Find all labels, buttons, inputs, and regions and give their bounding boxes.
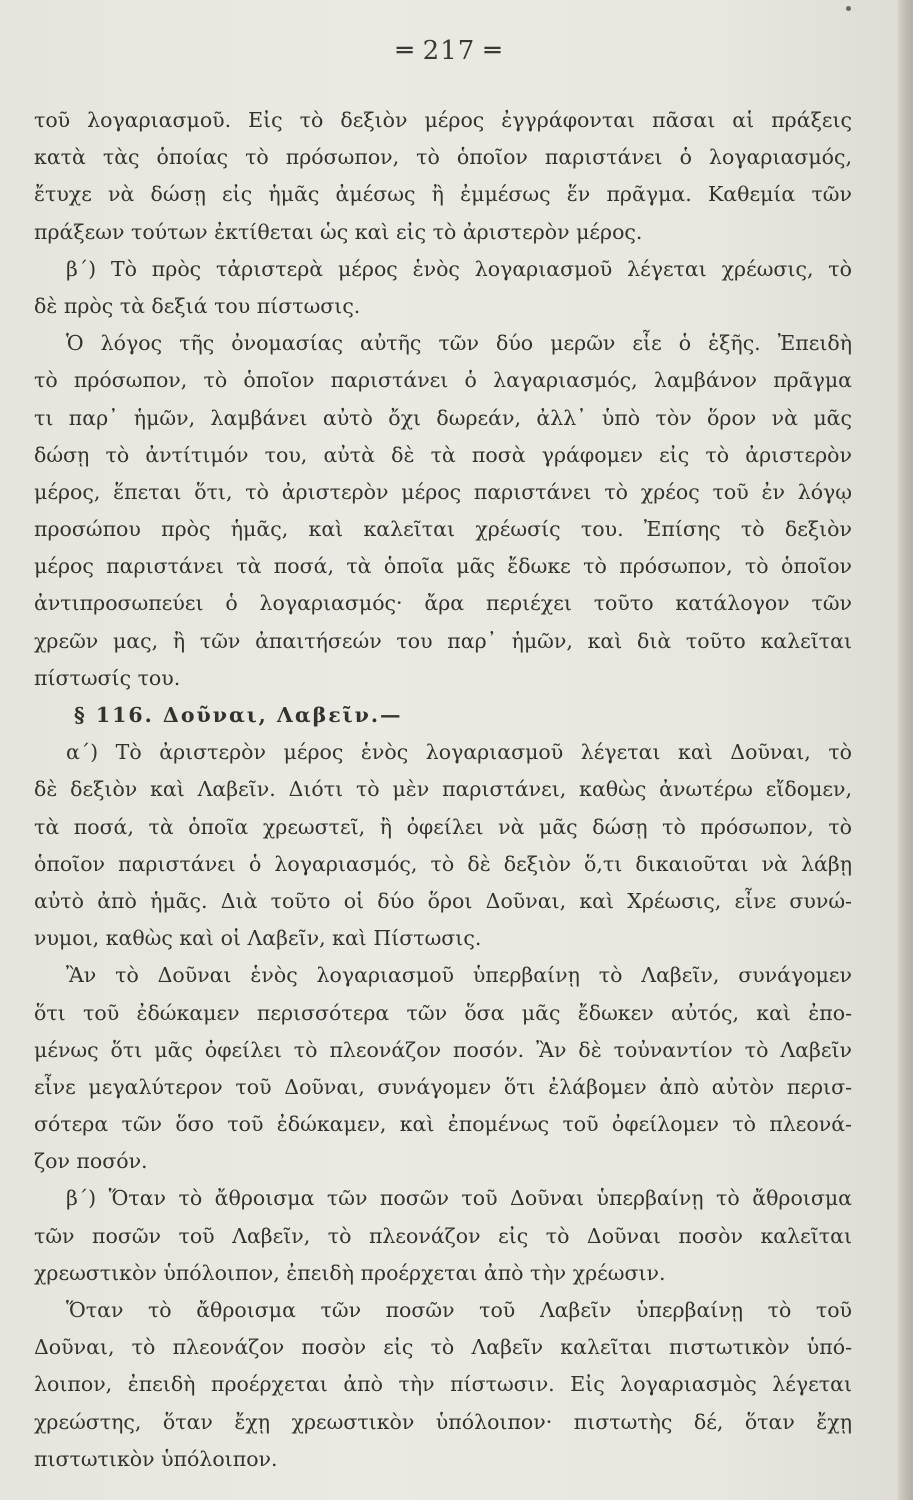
text-line: εἶνε μεγαλύτερον τοῦ Δοῦναι, συνάγομεν ὅτι ἐλάβομεν ἀπὸ αὐτὸν περισ- [34, 1074, 852, 1099]
text-line: λοιπον, ἐπειδὴ προέρχεται ἀπὸ τὴν πίστωσιν. Εἰς λογαριασμὸς λέγεται [34, 1372, 852, 1397]
text-line: προσώπου πρὸς ἡμᾶς, καὶ καλεῖται χρέωσίς του. Ἐπίσης τὸ δεξιὸν [34, 517, 852, 542]
text-line: πράξεων τούτων ἐκτίθεται ὡς καὶ εἰς τὸ ἀριστερὸν μέρος. [34, 219, 643, 244]
text-line: ὁποῖον παριστάνει ὁ λογαριασμός, τὸ δὲ δεξιὸν ὅ,τι δικαιοῦται νὰ λάβῃ [34, 851, 852, 876]
text-line: τῶν ποσῶν τοῦ Λαβεῖν, τὸ πλεονάζον εἰς τὸ Δοῦναι ποσὸν καλεῖται [34, 1223, 852, 1248]
text-line: ἀντιπροσωπεύει ὁ λογαριασμός· ἄρα περιέχει τοῦτο κατάλογον τῶν [34, 591, 852, 616]
text-line: Ὅταν τὸ ἄθροισμα τῶν ποσῶν τοῦ Λαβεῖν ὑπερβαίνῃ τὸ τοῦ [66, 1298, 852, 1322]
text-line: τοῦ λογαριασμοῦ. Εἰς τὸ δεξιὸν μέρος ἐγγράφονται πᾶσαι αἱ πράξεις [34, 108, 852, 132]
page-number: ═ 217 ═ [396, 36, 502, 66]
section-heading: § 116. Δοῦναι, Λαβεῖν.— [74, 703, 403, 727]
text-line: σότερα τῶν ὅσο τοῦ ἐδώκαμεν, καὶ ἐπομένως τοῦ ὀφείλομεν τὸ πλεονά- [34, 1112, 852, 1137]
text-line: τὸ πρόσωπον, τὸ ὁποῖον παριστάνει ὁ λαγαριασμός, λαμβάνον πρᾶγμα [34, 368, 852, 393]
text-line: νυμοι, καθὼς καὶ οἱ Λαβεῖν, καὶ Πίστωσις. [34, 926, 482, 951]
text-line: χρεώστης, ὅταν ἔχῃ χρεωστικὸν ὑπόλοιπον· πιστωτὴς δέ, ὅταν ἔχῃ [34, 1409, 852, 1434]
text-line: αὐτὸ ἀπὸ ἡμᾶς. Διὰ τοῦτο οἱ δύο ὅροι Δοῦναι, καὶ Χρέωσις, εἶνε συνώ- [34, 888, 852, 913]
ink-speck [846, 6, 851, 11]
text-line: δώσῃ τὸ ἀντίτιμόν του, αὐτὰ δὲ τὰ ποσὰ γράφομεν εἰς τὸ ἀριστερὸν [34, 442, 852, 467]
text-line: δὲ πρὸς τὰ δεξιά του πίστωσις. [34, 293, 361, 318]
text-line: β΄) Τὸ πρὸς τἀριστερὰ μέρος ἑνὸς λογαριασμοῦ λέγεται χρέωσις, τὸ [66, 256, 852, 281]
text-line: μέρος, ἕπεται ὅτι, τὸ ἀριστερὸν μέρος παριστάνει τὸ χρέος τοῦ ἐν λόγῳ [34, 479, 852, 504]
text-line: α΄) Τὸ ἀριστερὸν μέρος ἑνὸς λογαριασμοῦ λέγεται καὶ Δοῦναι, τὸ [66, 740, 852, 765]
text-line: μένως ὅτι μᾶς ὀφείλει τὸ πλεονάζον ποσόν. Ἂν δὲ τοὐναντίον τὸ Λαβεῖν [34, 1037, 852, 1062]
text-line: πίστωσίς του. [34, 665, 181, 690]
text-line: ὅτι τοῦ ἐδώκαμεν περισσότερα τῶν ὅσα μᾶς ἔδωκεν αὐτός, καὶ ἐπο- [34, 1000, 852, 1025]
page-edge-shadow [898, 0, 913, 1500]
text-line: ἔτυχε νὰ δώσῃ εἰς ἡμᾶς ἀμέσως ἢ ἐμμέσως ἕν πρᾶγμα. Καθεμία τῶν [34, 182, 852, 207]
text-line: Ὁ λόγος τῆς ὀνομασίας αὐτῆς τῶν δύο μερῶν εἶε ὁ ἑξῆς. Ἐπειδὴ [66, 331, 852, 356]
text-line: Ἂν τὸ Δοῦναι ἑνὸς λογαριασμοῦ ὑπερβαίνῃ τὸ Λαβεῖν, συνάγομεν [66, 963, 852, 988]
page-text-body [34, 102, 852, 1478]
text-line: Δοῦναι, τὸ πλεονάζον ποσὸν εἰς τὸ Λαβεῖν καλεῖται πιστωτικὸν ὑπό- [34, 1335, 852, 1360]
text-line: μέρος παριστάνει τὰ ποσά, τὰ ὁποῖα μᾶς ἔδωκε τὸ πρόσωπον, τὸ ὁποῖον [34, 554, 852, 579]
text-line: ζον ποσόν. [34, 1149, 148, 1174]
text-line: δὲ δεξιὸν καὶ Λαβεῖν. Διότι τὸ μὲν παριστάνει, καθὼς ἀνωτέρω εἴδομεν, [34, 777, 852, 802]
text-line: χρεωστικὸν ὑπόλοιπον, ἐπειδὴ προέρχεται ἀπὸ τὴν χρέωσιν. [34, 1260, 666, 1285]
text-line: τι παρ᾽ ἡμῶν, λαμβάνει αὐτὸ ὄχι δωρεάν, ἀλλ᾽ ὑπὸ τὸν ὅρον νὰ μᾶς [34, 405, 852, 430]
text-line: πιστωτικὸν ὑπόλοιπον. [34, 1446, 278, 1471]
text-line: β΄) Ὅταν τὸ ἄθροισμα τῶν ποσῶν τοῦ Δοῦναι ὑπερβαίνῃ τὸ ἄθροισμα [66, 1186, 852, 1211]
text-line: χρεῶν μας, ἢ τῶν ἀπαιτήσεών του παρ᾽ ἡμῶν, καὶ διὰ τοῦτο καλεῖται [34, 628, 852, 653]
text-line: τὰ ποσά, τὰ ὁποῖα χρεωστεῖ, ἢ ὀφείλει νὰ μᾶς δώσῃ τὸ πρόσωπον, τὸ [34, 814, 852, 839]
text-line: κατὰ τὰς ὁποίας τὸ πρόσωπον, τὸ ὁποῖον παριστάνει ὁ λογαριασμός, [34, 145, 852, 170]
